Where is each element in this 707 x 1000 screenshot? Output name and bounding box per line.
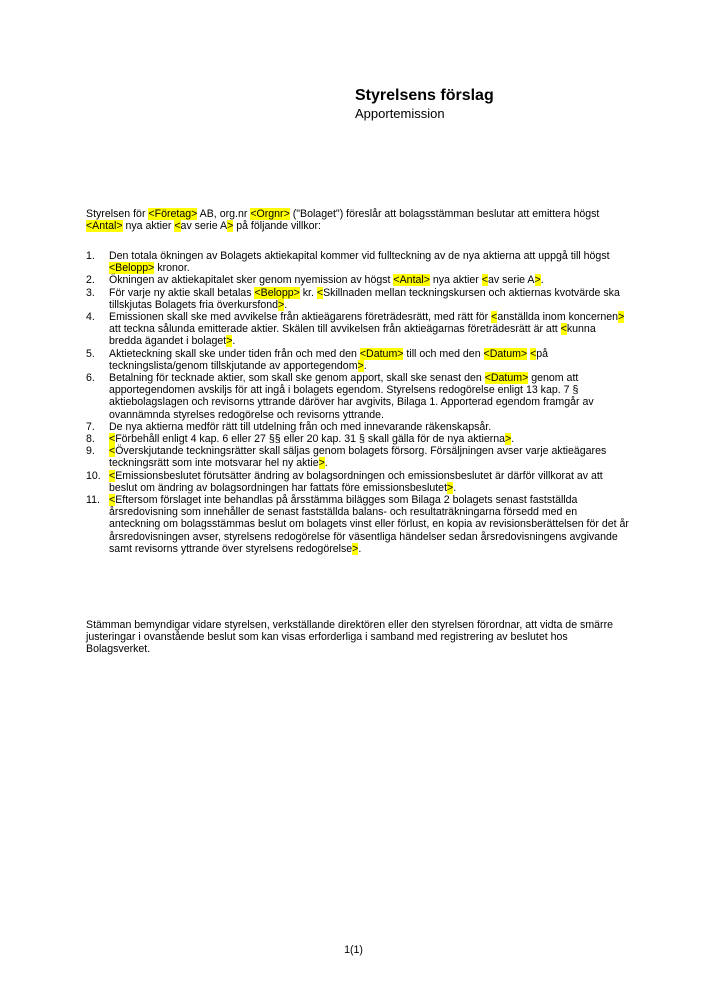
- placeholder-highlight: <: [491, 311, 498, 324]
- placeholder-highlight: >: [352, 542, 359, 555]
- condition-number: 5.: [86, 347, 95, 360]
- placeholder-highlight: <: [316, 286, 324, 299]
- placeholder-highlight: <Företag>: [148, 208, 198, 220]
- text-run: Betalning för tecknade aktier, som skall ske genom apport, skall ske senast den: [109, 372, 485, 385]
- condition-number: 3.: [86, 286, 95, 299]
- placeholder-highlight: >: [534, 274, 541, 287]
- condition-text: [109, 445, 606, 469]
- placeholder-highlight: <Belopp>: [254, 286, 300, 299]
- text-run: Skillnaden mellan teckningskursen och aktiernas kvotvärde ska tillskjutas Bolagets fria överkursfond: [109, 286, 620, 311]
- text-run: på teckningslista/genom tillskjutande av apportegendom: [109, 347, 549, 372]
- condition-text: [109, 311, 624, 347]
- condition-text: [109, 287, 620, 311]
- placeholder-highlight: <Datum>: [483, 347, 528, 360]
- condition-item: [86, 445, 631, 469]
- text-run: .: [284, 298, 288, 311]
- intro-paragraph: [86, 208, 626, 232]
- text-run: Eftersom förslaget inte behandlas på årsstämma bilägges som Bilaga 2 bolagets senast fastställda årsredovisning som innehåller de senast fastställda balans- och resultaträkningarna försedd med en anteckning om bolagsstämmas beslut om bolagets vinst eller förlust, en kopia av revisionsberättelsen för det år årsredovisningen avser, styrelsens redogörelse för väsentliga händelser sedan årsredovisningens avgivande samt revisorns yttrande över styrelsens redogörelse: [109, 494, 629, 555]
- condition-item: [86, 274, 631, 286]
- placeholder-highlight: <: [530, 347, 537, 360]
- page-number: 1(1): [344, 944, 363, 956]
- placeholder-highlight: <Antal>: [393, 274, 430, 287]
- condition-text: [109, 250, 610, 274]
- condition-item: [86, 494, 631, 555]
- placeholder-highlight: <Antal>: [86, 220, 123, 233]
- condition-number: 1.: [86, 250, 95, 262]
- text-run: .: [358, 542, 362, 555]
- text-run: Den totala ökningen av Bolagets aktiekapital kommer vid fullteckning av de nya aktierna att uppgå till högst: [109, 250, 610, 262]
- placeholder-highlight: <: [109, 494, 116, 507]
- text-run: att teckna sålunda emitterade aktier. Skälen till avvikelsen från aktieägarnas företrädesrätt är att: [109, 323, 561, 336]
- condition-text: [109, 433, 514, 445]
- condition-text: [109, 274, 544, 286]
- placeholder-highlight: <Belopp>: [109, 262, 155, 275]
- text-run: .: [511, 433, 515, 446]
- text-run: Emissionsbeslutet förutsätter ändring av bolagsordningen och emissionsbeslutet är därför villkorat av att beslut om ändring av bolagsordningen har fattats före emissionsbeslutet: [109, 469, 603, 494]
- condition-number: 10.: [86, 469, 101, 482]
- text-run: Aktieteckning skall ske under tiden från och med den: [109, 347, 360, 360]
- text-run: AB, org.nr: [197, 208, 251, 220]
- text-run: Emissionen skall ske med avvikelse från aktieägarens företrädesrätt, med rätt för: [109, 311, 492, 324]
- closing-paragraph: Stämman bemyndigar vidare styrelsen, verkställande direktören eller den styrelsen förordnar, att vidta de smärre justeringar i ovanstående beslut som kan visas erforderliga i samband med registrering av beslutet hos Bolagsverket.: [86, 619, 613, 656]
- placeholder-highlight: <: [109, 445, 116, 458]
- condition-item: [86, 250, 631, 274]
- condition-item: [86, 287, 631, 311]
- placeholder-highlight: <: [560, 323, 567, 336]
- conditions-list: [86, 250, 631, 555]
- condition-item: [86, 421, 631, 433]
- text-run: Ökningen av aktiekapitalet sker genom nyemission av högst: [109, 274, 394, 287]
- text-run: anställda inom koncernen: [497, 311, 619, 324]
- condition-item: [86, 311, 631, 348]
- text-run: .: [453, 481, 457, 494]
- condition-text: [109, 421, 491, 433]
- placeholder-highlight: >: [226, 335, 233, 348]
- text-run: på följande villkor:: [233, 220, 322, 233]
- text-run: .: [363, 359, 367, 372]
- text-run: Styrelsen för: [86, 208, 149, 220]
- condition-text: [109, 470, 603, 494]
- placeholder-highlight: >: [618, 311, 625, 324]
- condition-number: 11.: [86, 494, 100, 507]
- text-run: nya aktier: [122, 220, 175, 233]
- text-run: .: [232, 335, 236, 348]
- text-run: kunna bredda ägandet i bolaget: [109, 323, 596, 348]
- condition-number: 2.: [86, 274, 95, 287]
- placeholder-highlight: <: [109, 469, 116, 482]
- text-run: kronor.: [154, 262, 190, 275]
- placeholder-highlight: >: [227, 220, 234, 233]
- condition-text: [109, 348, 548, 372]
- condition-number: 4.: [86, 311, 95, 324]
- placeholder-highlight: >: [318, 457, 325, 470]
- placeholder-highlight: >: [505, 433, 512, 446]
- condition-number: 8.: [86, 433, 95, 446]
- text-run: nya aktier: [429, 274, 482, 287]
- condition-text: [109, 494, 629, 555]
- condition-text: [109, 372, 594, 421]
- text-run: .: [324, 457, 328, 470]
- placeholder-highlight: <: [481, 274, 488, 287]
- document-subtitle: Apportemission: [355, 106, 445, 121]
- text-run: genom att apportegendomen avskiljs för att ingå i bolagets egendom. Styrelsens redogörelse enligt 13 kap. 7 § aktiebolagslagen och revisorns yttrande däröver har avgivits, Bilaga 1. Apporterad egendom framgår av ovannämnda styrelses redogörelse och revisorns yttrande.: [109, 372, 594, 421]
- placeholder-highlight: <Orgnr>: [250, 208, 290, 220]
- condition-number: 9.: [86, 445, 95, 458]
- text-run: kr.: [299, 286, 317, 299]
- text-run: av serie A: [487, 274, 535, 287]
- placeholder-highlight: <Datum>: [484, 372, 529, 385]
- document-title: Styrelsens förslag: [355, 87, 494, 104]
- placeholder-highlight: >: [278, 298, 285, 311]
- text-run: ("Bolaget") föreslår att bolagsstämman beslutar att emittera högst: [289, 208, 600, 220]
- condition-number: 6.: [86, 372, 95, 385]
- placeholder-highlight: >: [357, 359, 364, 372]
- condition-item: [86, 372, 631, 421]
- text-run: Förbehåll enligt 4 kap. 6 eller 27 §§ eller 20 kap. 31 § skall gälla för de nya aktierna: [115, 433, 506, 446]
- placeholder-highlight: <Datum>: [359, 347, 404, 360]
- condition-number: 7.: [86, 420, 95, 433]
- placeholder-highlight: <: [174, 220, 181, 233]
- condition-item: [86, 348, 631, 372]
- text-run: till och med den: [403, 347, 484, 360]
- text-run: .: [540, 274, 544, 287]
- text-run: De nya aktierna medför rätt till utdelning från och med innevarande räkenskapsår.: [109, 420, 492, 433]
- text-run: För varje ny aktie skall betalas: [109, 286, 255, 299]
- condition-item: [86, 433, 631, 445]
- condition-item: [86, 470, 631, 494]
- text-run: av serie A: [180, 220, 228, 233]
- text-run: Överskjutande teckningsrätter skall säljas genom bolagets försorg. Försäljningen avser varje aktieägares teckningsrätt som inte motsvarar hel ny aktie: [109, 445, 607, 470]
- placeholder-highlight: <: [109, 433, 116, 446]
- placeholder-highlight: >: [447, 481, 454, 494]
